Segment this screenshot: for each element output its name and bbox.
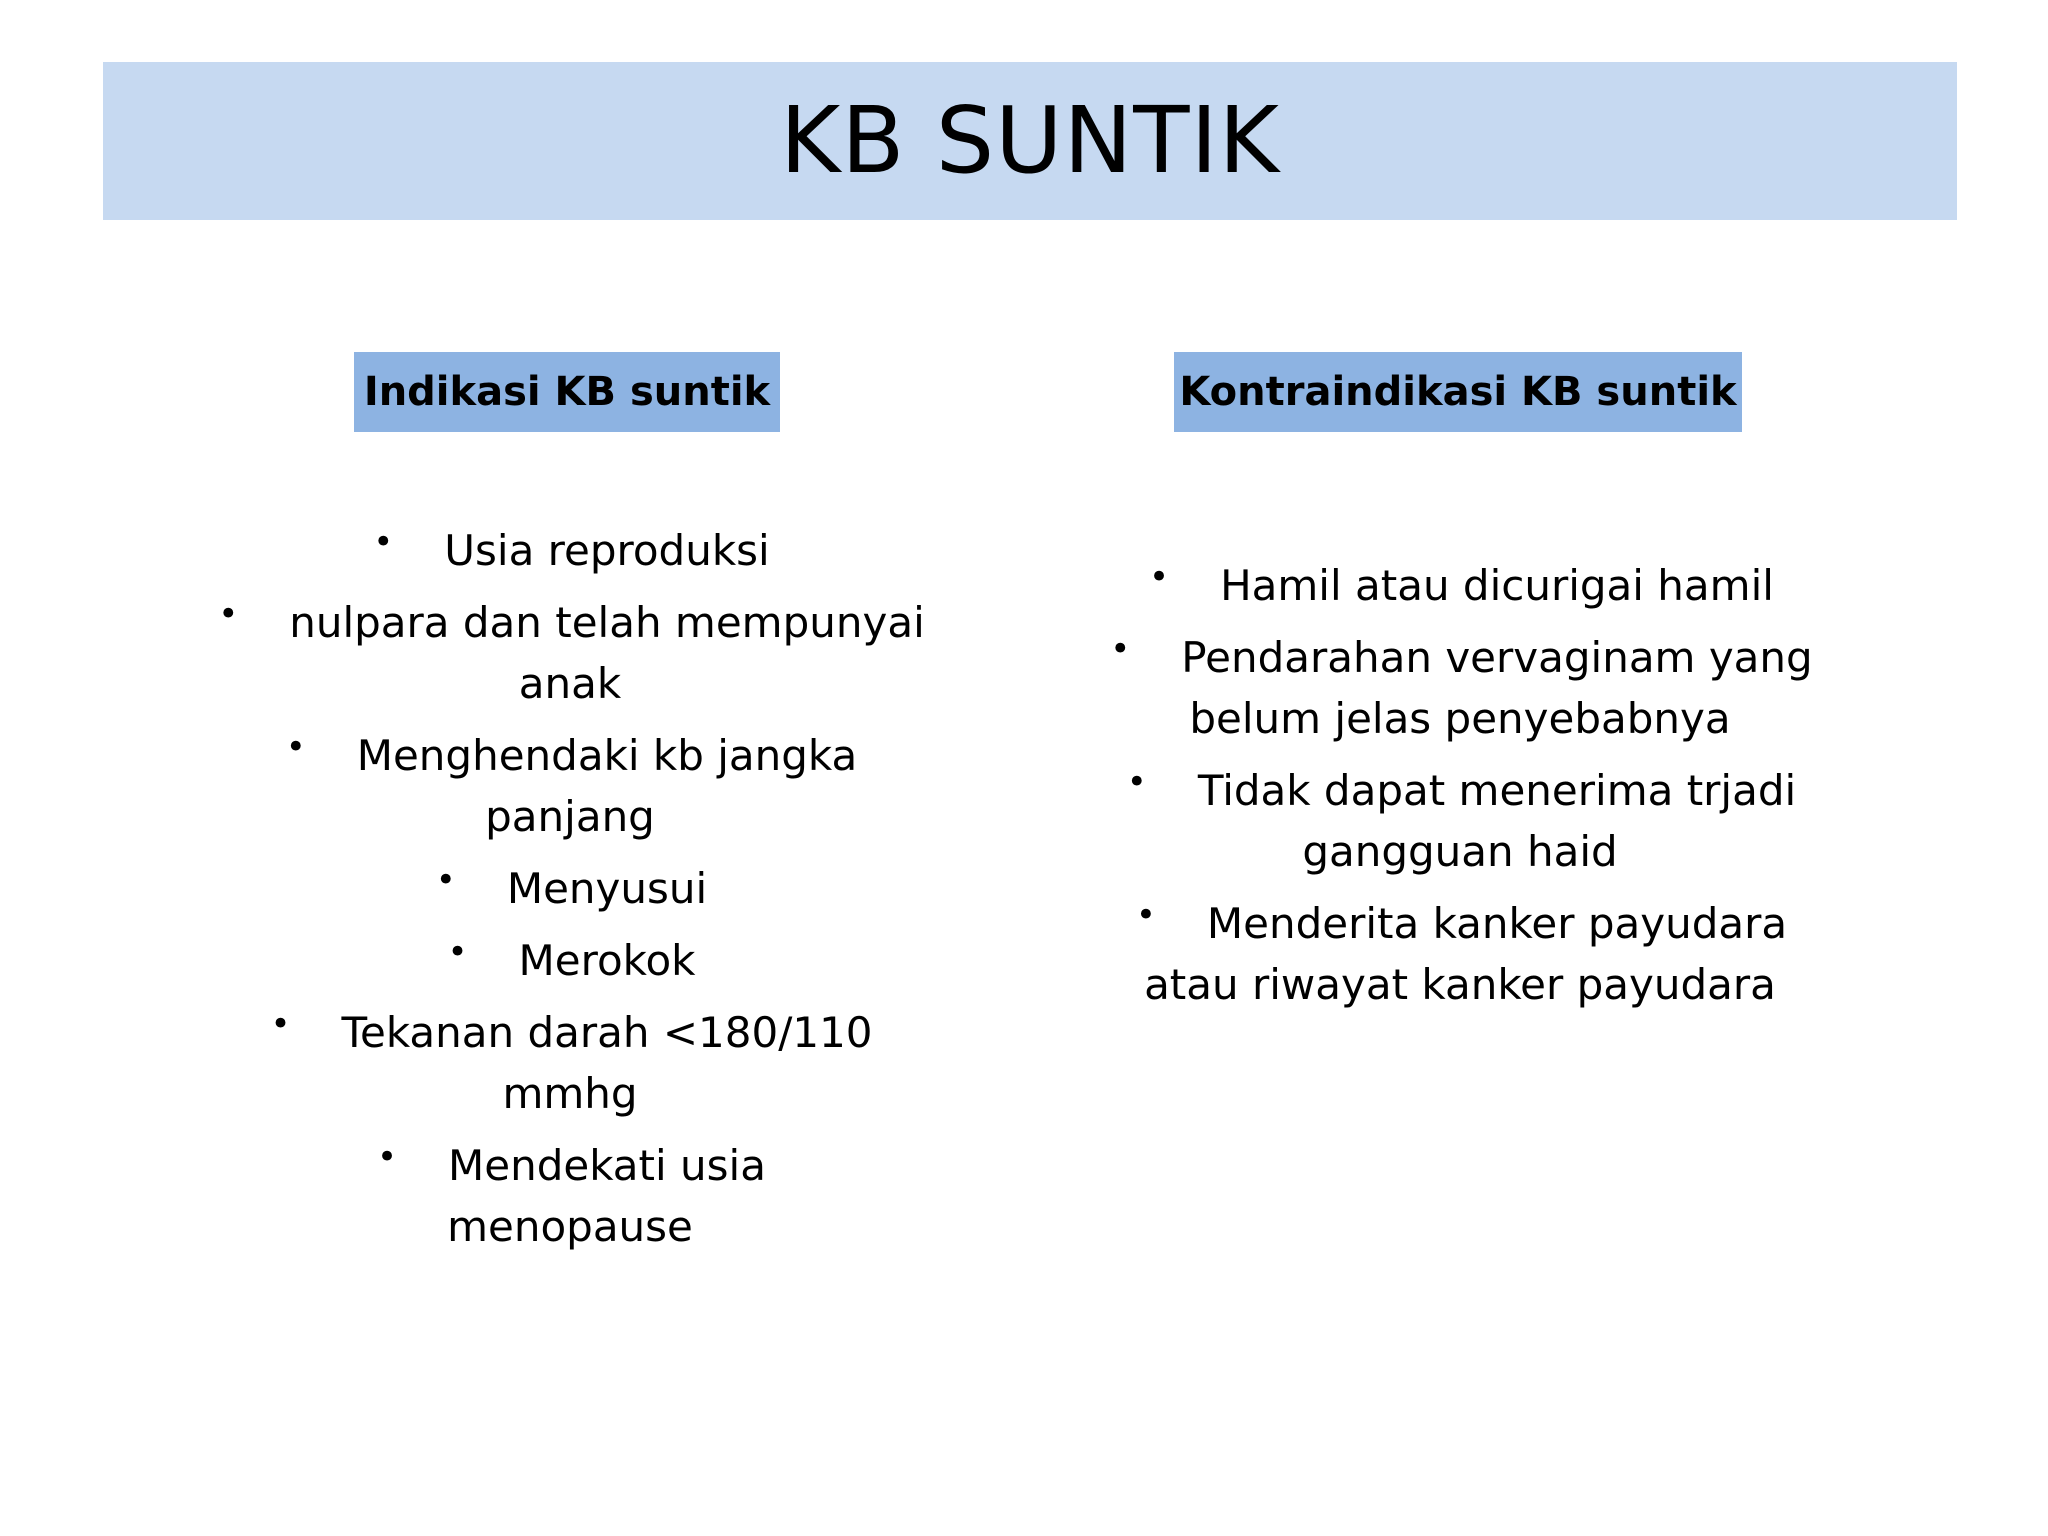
bullet-icon: •: [377, 1137, 398, 1177]
bullet-icon: •: [1149, 557, 1170, 597]
bullet-icon: •: [1135, 895, 1156, 935]
list-item-text: Usia reproduksi: [444, 526, 770, 575]
list-item-text: Tekanan darah <180/110 mmhg: [341, 1008, 873, 1118]
list-item: [250, 1002, 890, 1124]
list-item: [360, 520, 780, 581]
indikasi-header: Indikasi KB suntik: [354, 352, 780, 432]
bullet-icon: •: [373, 522, 394, 562]
title-bar: [103, 62, 1957, 220]
list-item-text: Menderita kanker payudara atau riwayat kanker payudara: [1144, 899, 1788, 1009]
bullet-icon: •: [447, 932, 468, 972]
bullet-icon: •: [270, 1004, 291, 1044]
list-item: [265, 725, 875, 847]
indikasi-list: [170, 520, 970, 1268]
bullet-icon: •: [218, 594, 239, 634]
list-item-text: Tidak dapat menerima trjadi gangguan haid: [1197, 766, 1797, 876]
list-item-text: Merokok: [518, 936, 696, 985]
list-item: [210, 592, 930, 714]
list-item-text: Menyusui: [506, 864, 708, 913]
list-item: [1110, 760, 1810, 882]
kontraindikasi-list: [1060, 555, 1860, 1026]
list-item-text: Pendarahan vervaginam yang belum jelas penyebabnya: [1181, 633, 1813, 743]
list-item: [1140, 555, 1780, 616]
list-item-text: nulpara dan telah mempunyai anak: [289, 598, 925, 708]
bullet-icon: •: [285, 727, 306, 767]
list-item-text: Mendekati usia menopause: [447, 1141, 766, 1251]
kontraindikasi-header: Kontraindikasi KB suntik: [1174, 352, 1742, 432]
bullet-icon: •: [1126, 762, 1147, 802]
bullet-icon: •: [435, 860, 456, 900]
bullet-icon: •: [1110, 629, 1131, 669]
list-item: [250, 1135, 890, 1257]
list-item: [425, 930, 715, 991]
list-item-text: Menghendaki kb jangka panjang: [356, 731, 858, 841]
list-item: [420, 858, 720, 919]
slide-title: KB SUNTIK: [780, 87, 1280, 194]
list-item-text: Hamil atau dicurigai hamil: [1220, 561, 1774, 610]
list-item: [1100, 627, 1820, 749]
list-item: [1090, 893, 1830, 1015]
